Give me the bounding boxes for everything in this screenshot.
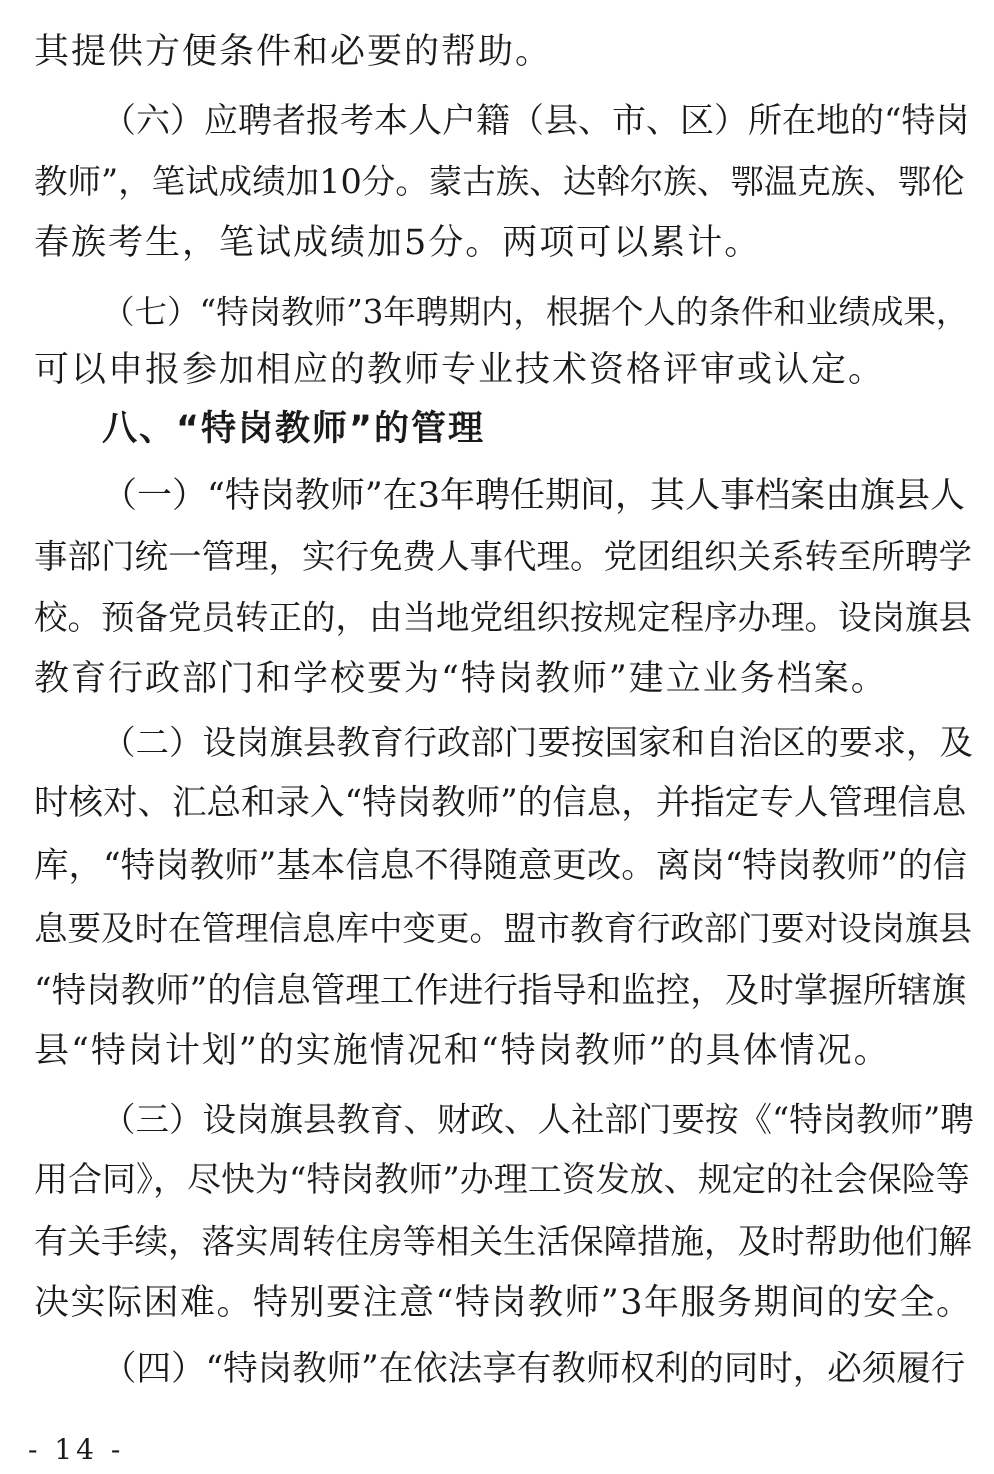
- paragraph-start-line: （一）“特岗教师”在3年聘任期间，其人事档案由旗县人: [102, 476, 966, 516]
- section-heading: 八、“特岗教师”的管理: [102, 409, 486, 449]
- text-line: 教师”，笔试成绩加10分。蒙古族、达斡尔族、鄂温克族、鄂伦: [34, 162, 965, 201]
- paragraph-start-line: （四）“特岗教师”在依法享有教师权利的同时，必须履行: [102, 1349, 966, 1389]
- text-line: 春族考生，笔试成绩加5分。两项可以累计。: [34, 223, 762, 263]
- text-line: 息要及时在管理信息库中变更。盟市教育行政部门要对设岗旗县: [34, 909, 972, 948]
- text-line: 县“特岗计划”的实施情况和“特岗教师”的具体情况。: [34, 1031, 891, 1071]
- text-line: 其提供方便条件和必要的帮助。: [34, 32, 553, 72]
- paragraph-start-line: （三）设岗旗县教育、财政、人社部门要按《“特岗教师”聘: [102, 1100, 974, 1139]
- text-line: 决实际困难。特别要注意“特岗教师”3年服务期间的安全。: [34, 1283, 973, 1323]
- text-line: 时核对、汇总和录入“特岗教师”的信息，并指定专人管理信息: [34, 783, 967, 823]
- text-line: 校。预备党员转正的，由当地党组织按规定程序办理。设岗旗县: [34, 598, 972, 637]
- paragraph-start-line: （六）应聘者报考本人户籍（县、市、区）所在地的“特岗: [102, 101, 970, 141]
- page-number: - 14 -: [28, 1433, 125, 1466]
- text-line: 教育行政部门和学校要为“特岗教师”建立业务档案。: [34, 659, 888, 699]
- text-line: “特岗教师”的信息管理工作进行指导和监控，及时掌握所辖旗: [34, 971, 967, 1011]
- paragraph-start-line: （二）设岗旗县教育行政部门要按国家和自治区的要求，及: [102, 723, 973, 762]
- text-line: 可以申报参加相应的教师专业技术资格评审或认定。: [34, 350, 886, 390]
- text-line: 库，“特岗教师”基本信息不得随意更改。离岗“特岗教师”的信: [34, 846, 968, 886]
- text-line: 用合同》，尽快为“特岗教师”办理工资发放、规定的社会保险等: [34, 1160, 970, 1200]
- text-line: 事部门统一管理，实行免费人事代理。党团组织关系转至所聘学: [34, 537, 972, 576]
- paragraph-start-line: （七）“特岗教师”3年聘期内，根据个人的条件和业绩成果，: [102, 293, 969, 331]
- text-line: 有关手续，落实周转住房等相关生活保障措施，及时帮助他们解: [34, 1222, 972, 1261]
